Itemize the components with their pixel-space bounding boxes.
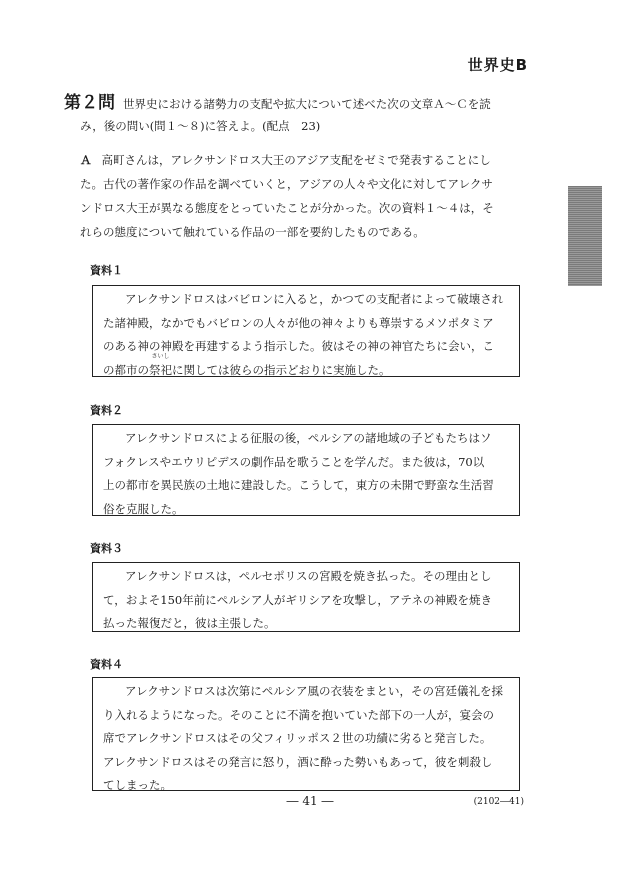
material-line: アレクサンドロスによる征服の後，ペルシアの諸地域の子どもたちはソ [125, 431, 492, 445]
exam-code: (2102―41) [473, 797, 524, 807]
material-line: た諸神殿，なかでもバビロンの人々が他の神々よりも尊崇するメソポタミア [103, 315, 494, 330]
ruby-reading: さいし [151, 352, 170, 360]
question-number: 第２問 [64, 93, 115, 113]
material-text: の都市の [103, 362, 149, 377]
material-text: に関しては彼らの指示どおりに実施した。 [172, 362, 391, 377]
material-line: り入れるようになった。そのことに不満を抱いていた部下の一人が，宴会の [103, 707, 494, 722]
material-line: アレクサンドロスは次第にペルシア風の衣装をまとい，その宮廷儀礼を採 [125, 684, 503, 698]
material-3-label: 資料３ [90, 542, 123, 555]
section-a-text: 高町さんは，アレクサンドロス大王のアジア支配をゼミで発表することにし [101, 153, 491, 167]
side-index-tab [568, 186, 602, 286]
material-line: 俗を克服した。 [103, 501, 184, 516]
section-a-line [64, 148, 534, 172]
material-2-label: 資料２ [90, 404, 123, 417]
section-a-line: た。古代の著作家の作品を調べていくと，アジアの人々や文化に対してアレクサ [80, 177, 493, 191]
section-a-line: ンドロス大王が異なる態度をとっていたことが分かった。次の資料１～４は，そ [80, 201, 494, 215]
material-4-label: 資料４ [90, 658, 123, 671]
material-line: 上の都市を異民族の土地に建設した。こうして，東方の未開で野蛮な生活習 [103, 478, 494, 492]
material-2-box [92, 424, 520, 516]
question-intro-line2: み，後の問い(問１～８)に答えよ。(配点 23) [80, 119, 321, 133]
material-1-box [92, 285, 520, 377]
ruby-base: 祭祀 [149, 362, 172, 377]
question-header [64, 92, 534, 137]
material-3-box [92, 562, 520, 632]
material-line: のある神の神殿を再建するよう指示した。彼はその神の神官たちに会い，こ [103, 339, 494, 353]
page-number: ― 41 ― [286, 794, 334, 808]
material-line: てしまった。 [103, 778, 172, 792]
material-line: アレクサンドロスは，ペルセポリスの宮殿を焼き払った。その理由とし [125, 569, 492, 583]
material-line [103, 352, 511, 383]
section-a-line: れらの態度について触れている作品の一部を要約したものである。 [80, 225, 425, 239]
material-line: アレクサンドロスはその発言に怒り，酒に酔った勢いもあって，彼を刺殺し [103, 754, 493, 769]
material-line: て，およそ150年前にペルシア人がギリシアを攻撃し，アテネの神殿を焼き [103, 592, 492, 607]
section-letter: Ａ [80, 153, 92, 167]
material-line: アレクサンドロスはバビロンに入ると，かつての支配者によって破壊され [125, 292, 504, 306]
material-line: フォクレスやエウリピデスの劇作品を歌うことを学んだ。また彼は，70以 [103, 454, 485, 469]
question-intro-line1: 世界史における諸勢力の支配や拡大について述べた次の文章Ａ～Ｃを読 [123, 97, 491, 111]
material-line: 払った報復だと，彼は主張した。 [103, 616, 276, 630]
ruby-word [149, 352, 172, 377]
subject-title: 世界史B [467, 56, 528, 74]
section-a [64, 148, 534, 244]
material-line: 席でアレクサンドロスはその父フィリッポス２世の功績に劣ると発言した。 [103, 731, 492, 745]
material-4-box [92, 677, 520, 791]
material-1-label: 資料１ [90, 264, 123, 277]
